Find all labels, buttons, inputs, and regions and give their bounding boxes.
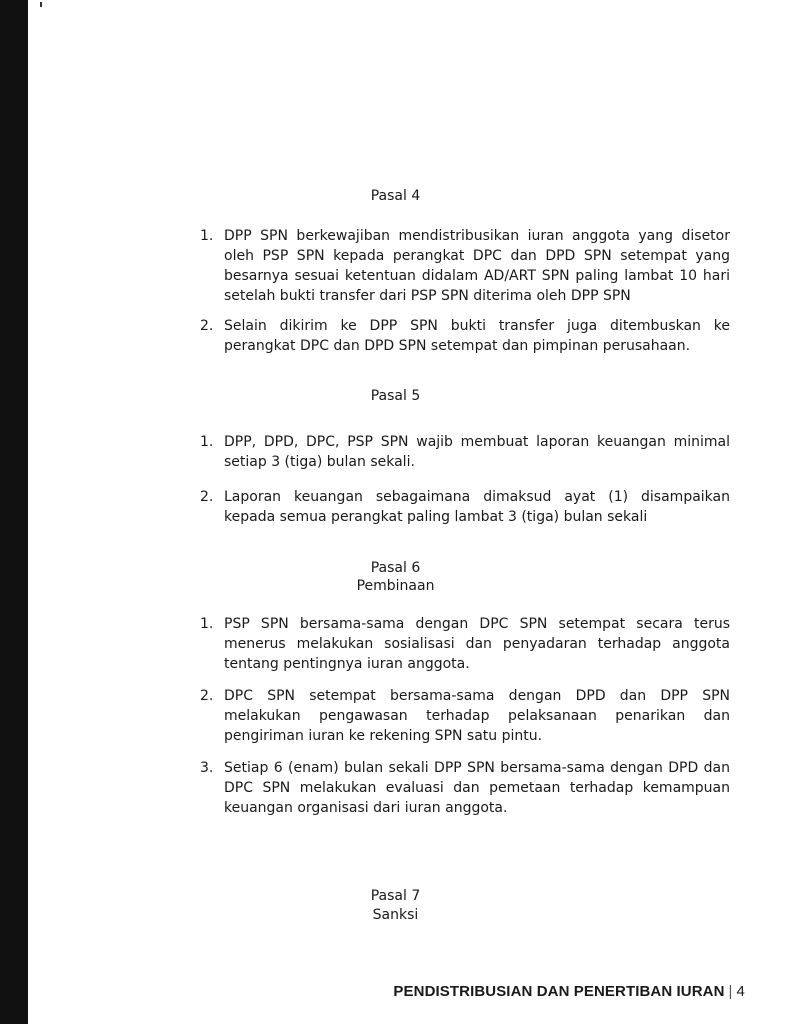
page-number: 4 <box>736 983 745 1000</box>
pasal-6-item-2 <box>200 686 730 746</box>
item-text: Selain dikirim ke DPP SPN bukti transfer juga ditembuskan ke perangkat DPC dan DPD SPN setempat dan pimpinan perusahaan. <box>224 318 730 354</box>
pasal-6-subtitle: Pembinaan <box>356 578 435 594</box>
item-text: DPP SPN berkewajiban mendistribusikan iuran anggota yang disetor oleh PSP SPN kepada perangkat DPC dan DPD SPN setempat yang besarnya sesuai ketentuan didalam AD/ART SPN paling lambat 10 hari setelah bukti transfer dari PSP SPN diterima oleh DPP SPN <box>224 228 730 304</box>
item-number: 1. <box>200 228 214 244</box>
item-number: 2. <box>200 489 214 505</box>
pasal-4-item-2 <box>200 316 730 356</box>
pasal-6-item-3 <box>200 758 730 818</box>
pasal-5-item-2 <box>200 487 730 527</box>
item-number: 2. <box>200 318 214 334</box>
item-number: 1. <box>200 616 214 632</box>
pasal-5-title: Pasal 5 <box>370 388 421 404</box>
item-number: 1. <box>200 434 214 450</box>
pasal-6-item-1 <box>200 614 730 674</box>
item-text: Setiap 6 (enam) bulan sekali DPP SPN bersama-sama dengan DPD dan DPC SPN melakukan evaluasi dan pemetaan terhadap kemampuan keuangan organisasi dari iuran anggota. <box>224 760 730 816</box>
footer-title: PENDISTRIBUSIAN DAN PENERTIBAN IURAN <box>393 983 725 1000</box>
pasal-6-title: Pasal 6 <box>370 560 421 576</box>
pasal-4-title: Pasal 4 <box>370 188 421 204</box>
footer-separator: | <box>728 983 733 1000</box>
item-number: 3. <box>200 760 214 776</box>
item-text: PSP SPN bersama-sama dengan DPC SPN setempat secara terus menerus melakukan sosialisasi dan penyadaran terhadap anggota tentang pentingnya iuran anggota. <box>224 616 730 672</box>
item-text: DPC SPN setempat bersama-sama dengan DPD dan DPP SPN melakukan pengawasan terhadap pelaksanaan penarikan dan pengiriman iuran ke rekening SPN satu pintu. <box>224 688 730 744</box>
item-text: Laporan keuangan sebagaimana dimaksud ayat (1) disampaikan kepada semua perangkat paling lambat 3 (tiga) bulan sekali <box>224 489 730 525</box>
item-number: 2. <box>200 688 214 704</box>
pasal-4-item-1 <box>200 226 730 306</box>
pasal-7-title: Pasal 7 <box>370 888 421 904</box>
item-text: DPP, DPD, DPC, PSP SPN wajib membuat laporan keuangan minimal setiap 3 (tiga) bulan sekali. <box>224 434 730 470</box>
page-footer <box>393 982 745 1002</box>
pasal-7-subtitle: Sanksi <box>372 907 419 923</box>
pasal-5-item-1 <box>200 432 730 472</box>
